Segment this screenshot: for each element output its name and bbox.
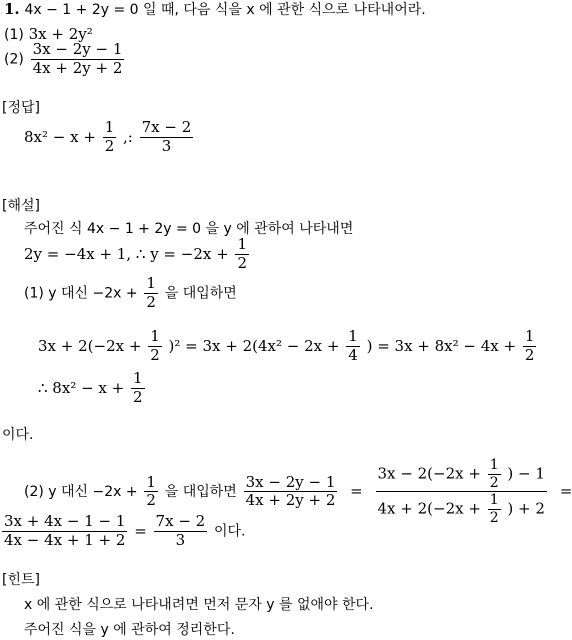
result1-expr: ∴ 8x² − x + (38, 378, 125, 397)
eq1-frac3 (523, 329, 537, 364)
line1-den: 2 (237, 253, 248, 272)
sub2-big-frac (376, 458, 547, 526)
sub2-num: 1 (146, 472, 156, 491)
sub1-tail: 을 대입하면 (164, 285, 237, 302)
sub1-frac (144, 276, 158, 311)
problem-statement (4, 2, 426, 17)
explanation-sub1 (24, 276, 237, 311)
answer-half-num: 1 (104, 118, 115, 136)
part2-den: 4x + 2y + 2 (32, 58, 123, 77)
hint-header: [힌트] (2, 572, 40, 588)
part2-label: (2) (4, 51, 24, 68)
answer-separator: ,: (123, 127, 133, 146)
problem-part2 (4, 42, 126, 77)
sub2-big-den (376, 492, 547, 525)
hint-line2: 주어진 식을 y 에 관하여 정리한다. (24, 622, 235, 638)
eq1-frac2-num: 1 (348, 327, 358, 345)
answer-second (140, 120, 194, 155)
eq1-frac1 (148, 329, 162, 364)
eq1-frac3-num: 1 (524, 327, 535, 345)
last-den: 4x − 4x + 1 + 2 (4, 530, 126, 549)
eq1-part-b: )² = 3x + 2(4x² − 2x + (168, 336, 340, 355)
sub2-tail: 을 대입하면 (164, 483, 237, 500)
big-num-inner-den: 2 (489, 474, 499, 491)
big-num-inner-num: 1 (489, 457, 499, 473)
result1-frac (131, 371, 145, 406)
answer-half (103, 120, 117, 155)
sub2-big-num (376, 458, 547, 492)
eq1-part-a: 3x + 2(−2x + (38, 336, 142, 355)
part2-fraction (31, 42, 125, 77)
explanation-final (0, 514, 245, 549)
hint-line1: x 에 관한 식으로 나타내려면 먼저 문자 y 를 없애야 한다. (24, 597, 374, 613)
answer-expr: 8x² − x + (24, 127, 96, 146)
answer-line (24, 120, 195, 155)
big-den-inner-den: 2 (489, 510, 499, 527)
sub2-frac (144, 472, 158, 510)
eq1-frac1-den: 2 (150, 345, 160, 364)
sub2-orig-frac (244, 472, 338, 510)
big-den-b: ) + 2 (507, 499, 545, 518)
sub1-text: (1) y 대신 −2x + (24, 285, 138, 302)
big-num-b: ) − 1 (507, 464, 545, 483)
last-frac (2, 514, 127, 549)
final-frac (154, 514, 208, 549)
sub1-num: 1 (146, 274, 156, 292)
line1-expr: 2y = −4x + 1, ∴ y = −2x + (24, 244, 229, 263)
problem-number: 1. (4, 0, 20, 18)
big-num-a: 3x − 2(−2x + (377, 464, 481, 483)
result1-num: 1 (133, 369, 143, 387)
line1-frac (235, 237, 249, 272)
explanation-end1: 이다. (2, 427, 34, 443)
explanation-end2: 이다. (213, 523, 246, 540)
problem-text: 4x − 1 + 2y = 0 일 때, 다음 식을 x 에 관한 식으로 나타내어라. (24, 2, 426, 18)
sub2-equals-2: = (559, 482, 572, 501)
explanation-header: [해설] (2, 198, 40, 214)
sub2-equals: = (350, 482, 363, 501)
sub2-den: 2 (146, 491, 156, 510)
explanation-result1 (38, 371, 147, 406)
big-den-inner-num: 1 (489, 492, 499, 509)
final-num: 7x − 2 (155, 512, 206, 530)
line1-num: 1 (237, 235, 248, 253)
part2-num: 3x − 2y − 1 (32, 40, 123, 58)
last-equals: = (134, 521, 147, 540)
part1-label: (1) (4, 27, 24, 43)
sub2-orig-num: 3x − 2y − 1 (245, 472, 336, 491)
explanation-intro: 주어진 식 4x − 1 + 2y = 0 을 y 에 관하여 나타내면 (24, 221, 354, 237)
answer-half-den: 2 (104, 136, 115, 155)
answer-second-num: 7x − 2 (141, 118, 192, 136)
sub1-den: 2 (146, 292, 156, 311)
final-den: 3 (175, 530, 186, 549)
answer-second-den: 3 (161, 136, 172, 155)
eq1-frac2-den: 4 (348, 345, 358, 364)
explanation-eq1 (38, 329, 538, 364)
sub2-text: (2) y 대신 −2x + (24, 483, 138, 500)
big-num-inner (488, 458, 501, 490)
eq1-frac3-den: 2 (524, 345, 535, 364)
big-den-inner (488, 493, 501, 525)
sub2-orig-den: 4x + 2y + 2 (245, 491, 336, 510)
explanation-line1 (24, 237, 251, 272)
eq1-part-c: ) = 3x + 8x² − 4x + (366, 336, 517, 355)
last-num: 3x + 4x − 1 − 1 (4, 512, 126, 530)
result1-den: 2 (133, 387, 143, 406)
eq1-frac1-num: 1 (150, 327, 160, 345)
answer-header: [정답] (2, 100, 40, 116)
big-den-a: 4x + 2(−2x + (377, 499, 481, 518)
part1-expr: 3x + 2y² (28, 25, 93, 43)
eq1-frac2 (346, 329, 360, 364)
